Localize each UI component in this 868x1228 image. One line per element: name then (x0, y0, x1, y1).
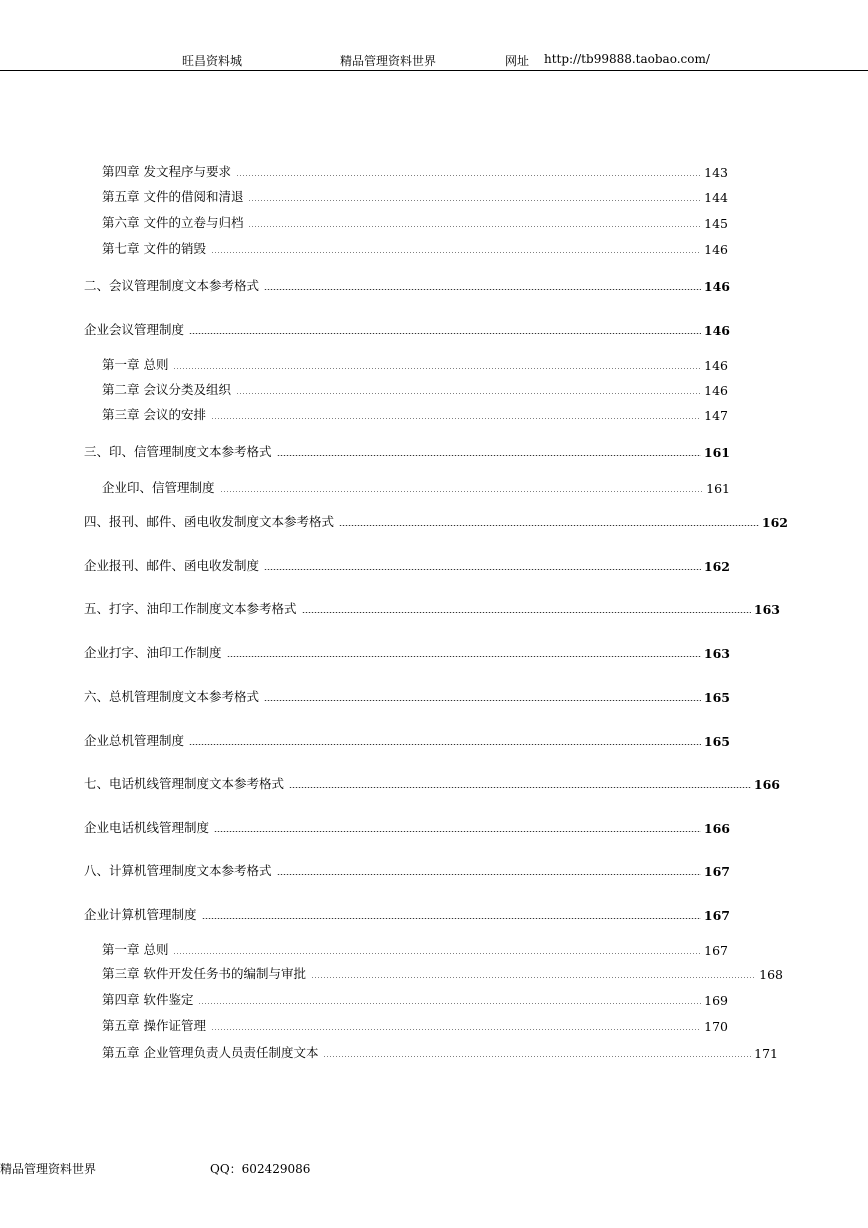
toc-entry[interactable] (102, 480, 730, 496)
toc-entry[interactable] (102, 357, 728, 373)
toc-section-title: 企业会议管理制度 (84, 322, 185, 337)
toc-section[interactable] (84, 645, 730, 661)
toc-leader (189, 744, 701, 745)
footer-qq: QQ：602429086 (210, 1162, 311, 1176)
toc-entry-page: 143 (704, 165, 728, 180)
toc-section-title: 二、会议管理制度文本参考格式 (84, 278, 260, 293)
toc-section-title: 六、总机管理制度文本参考格式 (84, 689, 260, 704)
toc-entry-page: 171 (754, 1046, 778, 1061)
toc-section-title: 企业总机管理制度 (84, 733, 185, 748)
header-divider (0, 70, 868, 71)
toc-leader (248, 226, 701, 227)
header-url-label: 网址 (505, 54, 530, 68)
header-brand: 精品管理资料世界 (340, 54, 437, 68)
toc-section-page: 165 (703, 734, 730, 749)
toc-leader (277, 874, 701, 875)
toc-entry-page: 167 (704, 943, 728, 958)
toc-leader (214, 831, 701, 832)
toc-entry-title: 第一章 总则 (102, 942, 169, 957)
toc-entry[interactable] (102, 992, 728, 1008)
toc-leader (277, 455, 701, 456)
toc-entry-page: 161 (706, 481, 730, 496)
toc-entry-title: 第三章 会议的安排 (102, 407, 206, 422)
toc-section-title: 企业计算机管理制度 (84, 907, 197, 922)
toc-section[interactable] (84, 863, 730, 879)
toc-section-page: 166 (703, 821, 730, 836)
toc-section-page: 167 (703, 864, 730, 879)
toc-entry-title: 第一章 总则 (102, 357, 169, 372)
toc-section[interactable] (84, 514, 788, 530)
toc-section-title: 四、报刊、邮件、函电收发制度文本参考格式 (84, 514, 335, 529)
toc-section-title: 八、计算机管理制度文本参考格式 (84, 863, 272, 878)
toc-section-page: 161 (703, 445, 730, 460)
toc-leader (198, 1003, 701, 1004)
toc-section[interactable] (84, 733, 730, 749)
toc-section[interactable] (84, 907, 730, 923)
toc-section-title: 五、打字、油印工作制度文本参考格式 (84, 601, 297, 616)
toc-entry-title: 企业印、信管理制度 (102, 480, 215, 495)
toc-section-page: 146 (703, 279, 730, 294)
toc-leader (236, 393, 701, 394)
toc-leader (264, 700, 701, 701)
toc-section-page: 162 (703, 559, 730, 574)
toc-section[interactable] (84, 558, 730, 574)
toc-section[interactable] (84, 322, 730, 338)
toc-section[interactable] (84, 820, 730, 836)
toc-leader (339, 525, 759, 526)
toc-entry-title: 第二章 会议分类及组织 (102, 382, 231, 397)
toc-entry[interactable] (102, 382, 728, 398)
toc-entry[interactable] (102, 241, 728, 257)
toc-section[interactable] (84, 776, 780, 792)
toc-section-page: 166 (753, 777, 780, 792)
toc-entry-title: 第四章 软件鉴定 (102, 992, 194, 1007)
toc-section-page: 162 (761, 515, 788, 530)
toc-entry[interactable] (102, 164, 728, 180)
toc-leader (211, 418, 701, 419)
toc-section-page: 163 (753, 602, 780, 617)
toc-leader (302, 612, 751, 613)
toc-entry-page: 147 (704, 408, 728, 423)
header-url-link[interactable]: http://tb99888.taobao.com/ (544, 52, 710, 66)
toc-entry-page: 146 (704, 358, 728, 373)
toc-leader (236, 175, 701, 176)
toc-entry-title: 第四章 发文程序与要求 (102, 164, 231, 179)
toc-entry-page: 145 (704, 216, 728, 231)
toc-section-title: 企业电话机线管理制度 (84, 820, 210, 835)
toc-section[interactable] (84, 689, 730, 705)
toc-leader (289, 787, 751, 788)
toc-entry-page: 146 (704, 383, 728, 398)
toc-section-page: 146 (703, 323, 730, 338)
toc-entry-page: 170 (704, 1019, 728, 1034)
toc-section-page: 167 (703, 908, 730, 923)
toc-leader (173, 368, 701, 369)
toc-leader (173, 953, 701, 954)
toc-entry-title: 第七章 文件的销毁 (102, 241, 206, 256)
toc-leader (189, 333, 701, 334)
toc-entry[interactable] (102, 189, 728, 205)
toc-leader (227, 656, 701, 657)
toc-leader (248, 200, 701, 201)
toc-entry[interactable] (102, 942, 728, 958)
toc-entry-title: 第五章 企业管理负责人员责任制度文本 (102, 1045, 319, 1060)
toc-leader (211, 1029, 701, 1030)
toc-entry-page: 146 (704, 242, 728, 257)
toc-leader (264, 569, 701, 570)
toc-leader (264, 289, 701, 290)
toc-section[interactable] (84, 601, 780, 617)
toc-section-title: 企业打字、油印工作制度 (84, 645, 222, 660)
toc-entry-title: 第六章 文件的立卷与归档 (102, 215, 244, 230)
toc-entry-page: 144 (704, 190, 728, 205)
toc-entry[interactable] (102, 215, 728, 231)
toc-entry-title: 第三章 软件开发任务书的编制与审批 (102, 966, 306, 981)
toc-leader (323, 1056, 751, 1057)
toc-entry[interactable] (102, 1045, 778, 1061)
toc-entry-title: 第五章 文件的借阅和清退 (102, 189, 244, 204)
toc-section-title: 企业报刊、邮件、函电收发制度 (84, 558, 260, 573)
toc-section-title: 三、印、信管理制度文本参考格式 (84, 444, 272, 459)
toc-section[interactable] (84, 278, 730, 294)
toc-leader (311, 977, 756, 978)
header-shop-name: 旺昌资料城 (182, 54, 243, 68)
toc-entry[interactable] (102, 966, 783, 982)
toc-leader (202, 918, 701, 919)
toc-section[interactable] (84, 444, 730, 460)
toc-leader (211, 252, 701, 253)
toc-section-title: 七、电话机线管理制度文本参考格式 (84, 776, 285, 791)
toc-section-page: 165 (703, 690, 730, 705)
toc-entry-title: 第五章 操作证管理 (102, 1018, 206, 1033)
toc-entry-page: 168 (759, 967, 783, 982)
toc-leader (220, 491, 704, 492)
toc-entry-page: 169 (704, 993, 728, 1008)
footer-brand: 精品管理资料世界 (0, 1162, 97, 1176)
toc-entry[interactable] (102, 1018, 728, 1034)
toc-section-page: 163 (703, 646, 730, 661)
toc-entry[interactable] (102, 407, 728, 423)
